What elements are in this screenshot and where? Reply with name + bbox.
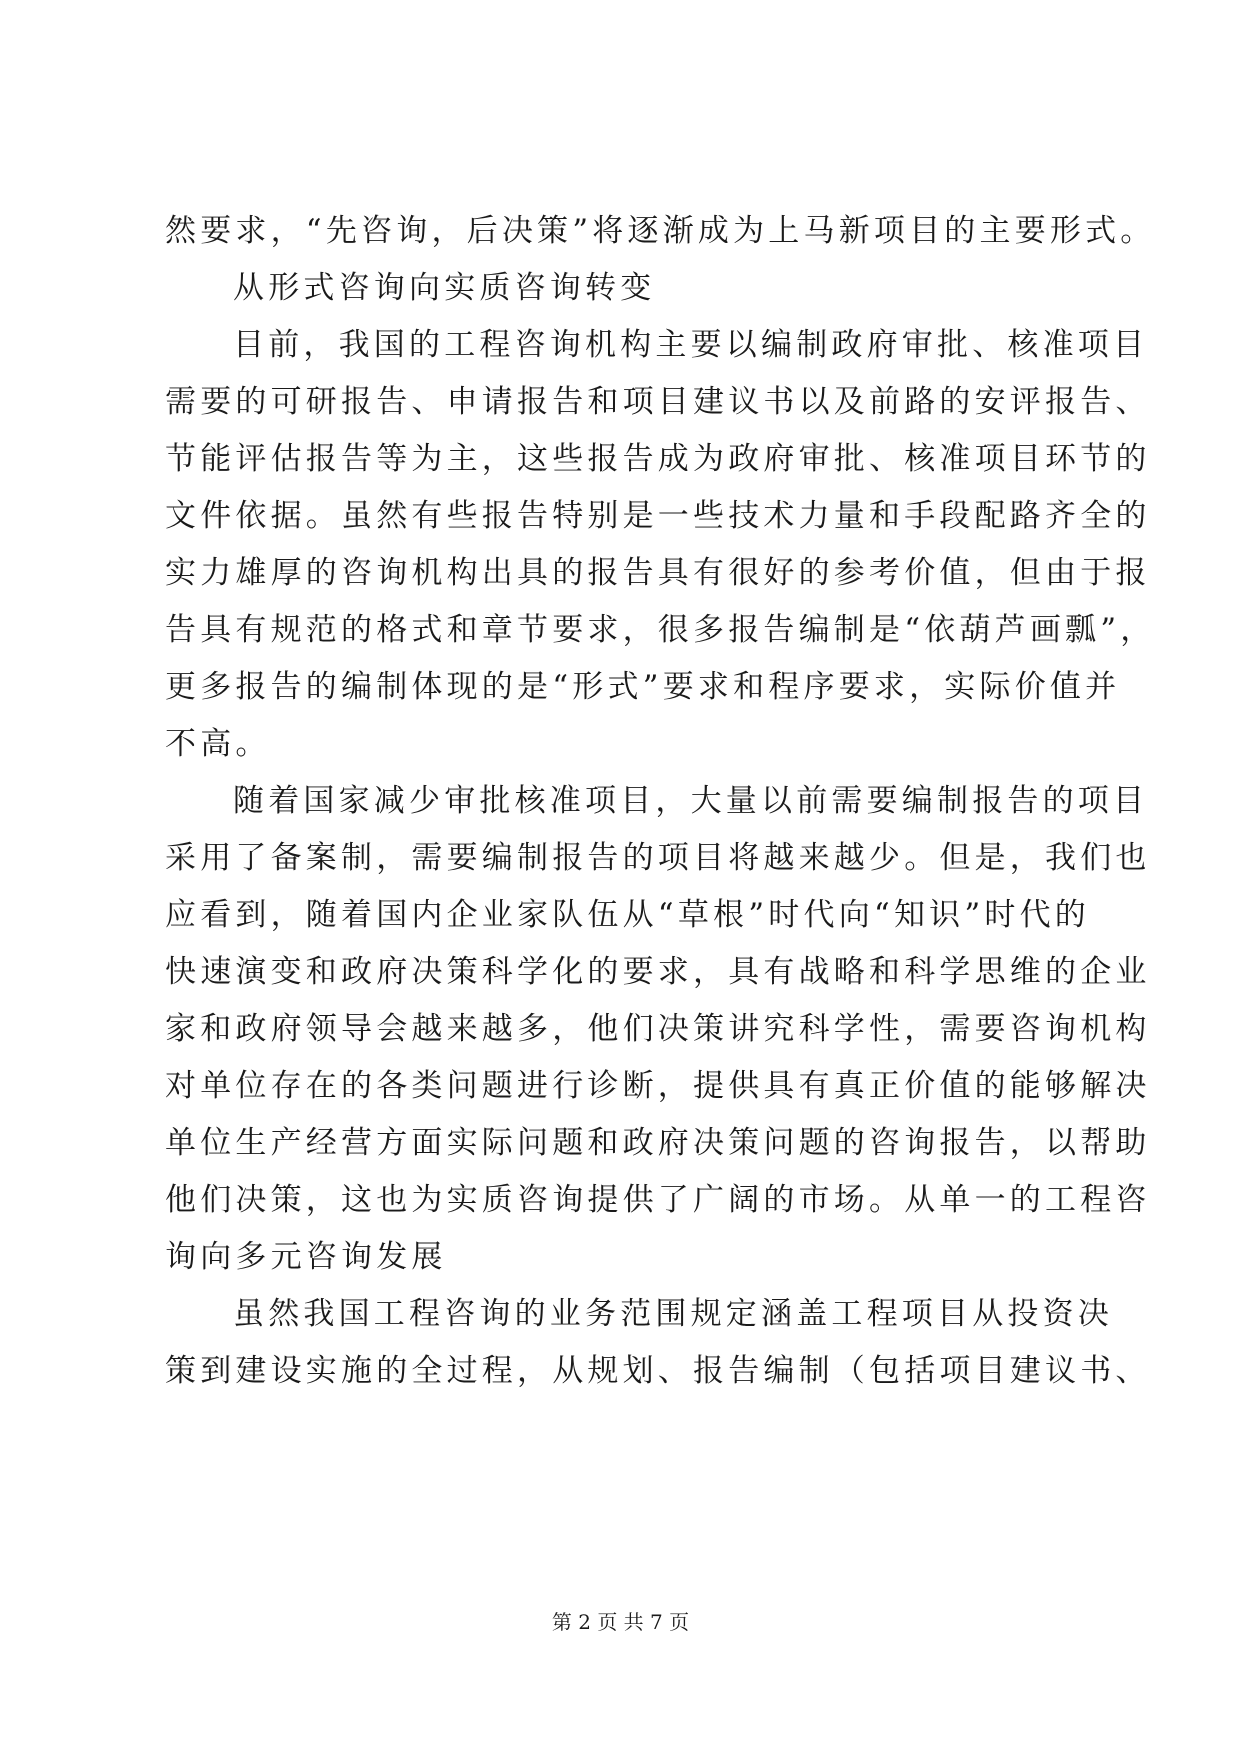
text-line: 快速演变和政府决策科学化的要求，具有战略和科学思维的企业 <box>165 954 1151 990</box>
text-line: 虽然我国工程咨询的业务范围规定涵盖工程项目从投资决 <box>233 1296 1113 1332</box>
text-line: 采用了备案制，需要编制报告的项目将越来越少。但是，我们也 <box>165 840 1151 876</box>
text-line: 需要的可研报告、申请报告和项目建议书以及前路的安评报告、 <box>165 384 1151 420</box>
text-line: 他们决策，这也为实质咨询提供了广阔的市场。从单一的工程咨 <box>165 1182 1151 1218</box>
text-line: 家和政府领导会越来越多，他们决策讲究科学性，需要咨询机构 <box>165 1011 1151 1047</box>
text-line: 更多报告的编制体现的是“形式”要求和程序要求，实际价值并 <box>165 669 1121 705</box>
text-line: 文件依据。虽然有些报告特别是一些技术力量和手段配路齐全的 <box>165 498 1151 534</box>
text-line: 目前，我国的工程咨询机构主要以编制政府审批、核准项目 <box>233 327 1149 363</box>
text-line: 不高。 <box>165 726 271 762</box>
text-line: 实力雄厚的咨询机构出具的报告具有很好的参考价值，但由于报 <box>165 555 1151 591</box>
text-line: 策到建设实施的全过程，从规划、报告编制（包括项目建议书、 <box>165 1353 1151 1389</box>
text-line: 单位生产经营方面实际问题和政府决策问题的咨询报告，以帮助 <box>165 1125 1151 1161</box>
text-line: 然要求，“先咨询，后决策”将逐渐成为上马新项目的主要形式。 <box>165 213 1156 249</box>
text-line: 应看到，随着国内企业家队伍从“草根”时代向“知识”时代的 <box>165 897 1090 933</box>
text-line: 随着国家减少审批核准项目，大量以前需要编制报告的项目 <box>233 783 1149 819</box>
text-line: 对单位存在的各类问题进行诊断，提供具有真正价值的能够解决 <box>165 1068 1151 1104</box>
text-line: 告具有规范的格式和章节要求，很多报告编制是“依葫芦画瓢”， <box>165 612 1156 648</box>
section-heading: 询向多元咨询发展 <box>165 1239 447 1275</box>
section-heading: 从形式咨询向实质咨询转变 <box>233 270 656 306</box>
text-line: 节能评估报告等为主，这些报告成为政府审批、核准项目环节的 <box>165 441 1151 477</box>
page-footer: 第 2 页 共 7 页 <box>551 1610 690 1634</box>
